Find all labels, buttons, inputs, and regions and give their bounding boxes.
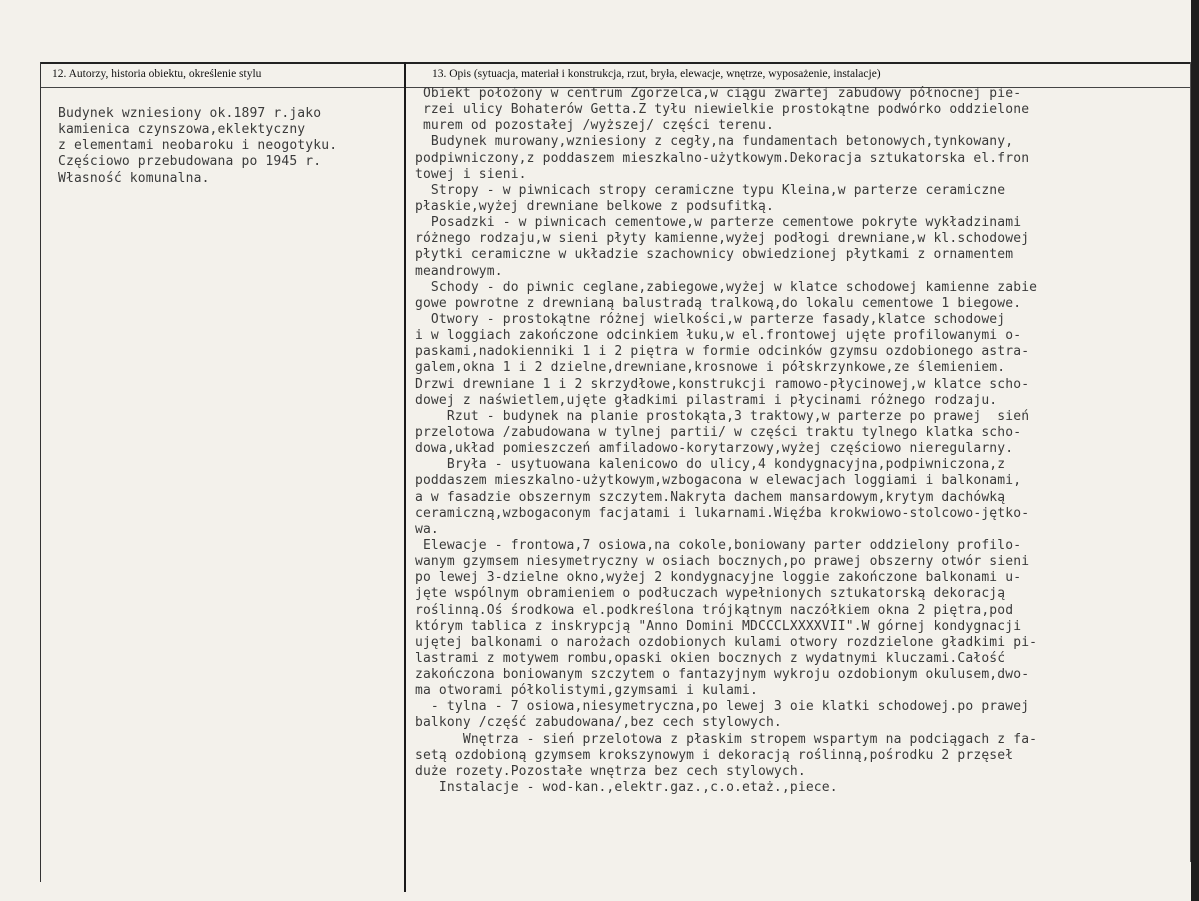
- description-text-line: jęte wspólnym obramieniem o podłuczach wypełnionych sztukatorską dekoracją: [407, 586, 1006, 602]
- description-text-line: płytki ceramiczne w układzie szachownicy obwiedzionej płytkami z ornamentem: [407, 247, 1014, 263]
- left-border: [40, 62, 41, 882]
- description-text-line: i w loggiach zakończone odcinkiem łuku,w el.frontowej ujęte profilowanymi o-: [407, 328, 1022, 344]
- description-text-line: paskami,nadokienniki 1 i 2 piętra w formie odcinków gzymsu ozdobionego astra-: [407, 344, 1030, 360]
- history-text-line: kamienica czynszowa,eklektyczny: [58, 122, 306, 138]
- description-text-line: towej i sieni.: [407, 166, 527, 182]
- description-text-line: po lewej 3-dzielne okno,wyżej 2 kondygnacyjne loggie zakończone balkonami u-: [407, 570, 1022, 586]
- description-text-line: Instalacje - wod-kan.,elektr.gaz.,c.o.etaż.,piece.: [407, 780, 838, 796]
- description-text-line: meandrowym.: [407, 263, 503, 279]
- description-text-line: balkony /część zabudowana/,bez cech stylowych.: [407, 715, 782, 731]
- column-divider: [404, 62, 406, 892]
- description-text-line: zakończona boniowanym szczytem o fantazyjnym wykroju ozdobionym okulusem,dwo-: [407, 667, 1030, 683]
- description-text-line: a w fasadzie obszernym szczytem.Nakryta dachem mansardowym,krytym dachówką: [407, 489, 1006, 505]
- description-text-line: roślinną.Oś środkowa el.podkreślona trójkątnym naczółkiem okna 2 piętra,pod: [407, 602, 1014, 618]
- description-text-line: galem,okna 1 i 2 dzielne,drewniane,krosnowe i półskrzynkowe,ze ślemieniem.: [407, 360, 1006, 376]
- description-text-line: Elewacje - frontowa,7 osiowa,na cokole,boniowany parter oddzielony profilo-: [407, 537, 1022, 553]
- description-text-line: Stropy - w piwnicach stropy ceramiczne typu Kleina,w parterze ceramiczne: [407, 182, 1006, 198]
- description-text-line: różnego rodzaju,w sieni płyty kamienne,wyżej podłogi drewniane,w kl.schodowej: [407, 231, 1030, 247]
- history-text-line: z elementami neobaroku i neogotyku.: [58, 138, 338, 154]
- description-text-line: poddaszem mieszkalno-użytkowym,wzbogacona w elewacjach loggiami i balkonami,: [407, 473, 1022, 489]
- history-text-line: Częściowo przebudowana po 1945 r.: [58, 154, 322, 170]
- description-text-line: dowej z naświetlem,ujęte gładkimi pilastrami i płycinami różnego rodzaju.: [407, 392, 998, 408]
- history-text-line: Budynek wzniesiony ok.1897 r.jako: [58, 106, 322, 121]
- description-text-line: ujętej balkonami o narożach ozdobionych kulami otwory rozdzielone gładkimi pi-: [407, 634, 1038, 650]
- history-text-line: Własność komunalna.: [58, 170, 210, 186]
- description-text-line: podpiwniczony,z poddaszem mieszkalno-użytkowym.Dekoracja sztukatorska el.fron: [407, 150, 1030, 166]
- description-text-line: Rzut - budynek na planie prostokąta,3 traktowy,w parterze po prawej sień: [407, 408, 1030, 424]
- field-13-typed-text: [407, 86, 1189, 796]
- description-text-line: którym tablica z inskrypcją "Anno Domini MDCCCLXXXXVII".W górnej kondygnacji: [407, 618, 1022, 634]
- scan-edge: [1191, 0, 1199, 901]
- top-rule: [40, 62, 1190, 64]
- field-13-title: 13. Opis (sytuacja, materiał i konstrukcja, rzut, bryła, elewacje, wnętrze, wyposażenie, instalacje): [432, 68, 881, 80]
- description-text-line: ma otworami półkolistymi,gzymsami i kulami.: [407, 683, 758, 699]
- description-text-line: gowe powrotne z drewnianą balustradą tralkową,do lokalu cementowe 1 biegowe.: [407, 295, 1022, 311]
- field-12-typed-text: [58, 106, 403, 187]
- description-text-line: płaskie,wyżej drewniane belkowe z podsufitką.: [407, 198, 774, 214]
- description-text-line: przelotowa /zabudowana w tylnej partii/ w części traktu tylnego klatka scho-: [407, 424, 1022, 440]
- description-text-line: Wnętrza - sień przelotowa z płaskim stropem wspartym na podciągach z fa-: [407, 731, 1038, 747]
- description-text-line: Drzwi drewniane 1 i 2 skrzydłowe,konstrukcji ramowo-płycinowej,w klatce scho-: [407, 376, 1030, 392]
- description-text-line: setą ozdobioną gzymsem krokszynowym i dekoracją roślinną,pośrodku 2 przęseł: [407, 747, 1014, 763]
- description-text-line: ceramiczną,wzbogaconym facjatami i lukarnami.Więźba krokwiowo-stolcowo-jętko-: [407, 505, 1030, 521]
- description-text-line: duże rozety.Pozostałe wnętrza bez cech stylowych.: [407, 763, 806, 779]
- description-text-line: wa.: [407, 521, 439, 537]
- description-text-line: Posadzki - w piwnicach cementowe,w parterze cementowe pokryte wykładzinami: [407, 215, 1022, 231]
- description-text-line: - tylna - 7 osiowa,niesymetryczna,po lewej 3 oie klatki schodowej.po prawej: [407, 699, 1030, 715]
- description-text-line: Obiekt położony w centrum Zgorzelca,w ciągu zwartej zabudowy północnej pie-: [407, 86, 1022, 101]
- description-text-line: murem od pozostałej /wyższej/ części terenu.: [407, 118, 774, 134]
- description-text-line: dowa,układ pomieszczeń amfiladowo-korytarzowy,wyżej częściowo nieregularny.: [407, 441, 1014, 457]
- description-text-line: Bryła - usytuowana kalenicowo do ulicy,4 kondygnacyjna,podpiwniczona,z: [407, 457, 1006, 473]
- field-12-title: 12. Autorzy, historia obiektu, określenie stylu: [52, 68, 262, 80]
- description-text-line: Schody - do piwnic ceglane,zabiegowe,wyżej w klatce schodowej kamienne zabie: [407, 279, 1038, 295]
- description-text-line: rzei ulicy Bohaterów Getta.Z tyłu niewielkie prostokątne podwórko oddzielone: [407, 102, 1030, 118]
- description-text-line: Budynek murowany,wzniesiony z cegły,na fundamentach betonowych,tynkowany,: [407, 134, 1014, 150]
- description-text-line: Otwory - prostokątne różnej wielkości,w parterze fasady,klatce schodowej: [407, 311, 1006, 327]
- description-text-line: wanym gzymsem niesymetryczny w osiach bocznych,po prawej obszerny otwór sieni: [407, 554, 1030, 570]
- description-text-line: lastrami z motywem rombu,opaski okien bocznych z wydatnymi kluczami.Całość: [407, 650, 1006, 666]
